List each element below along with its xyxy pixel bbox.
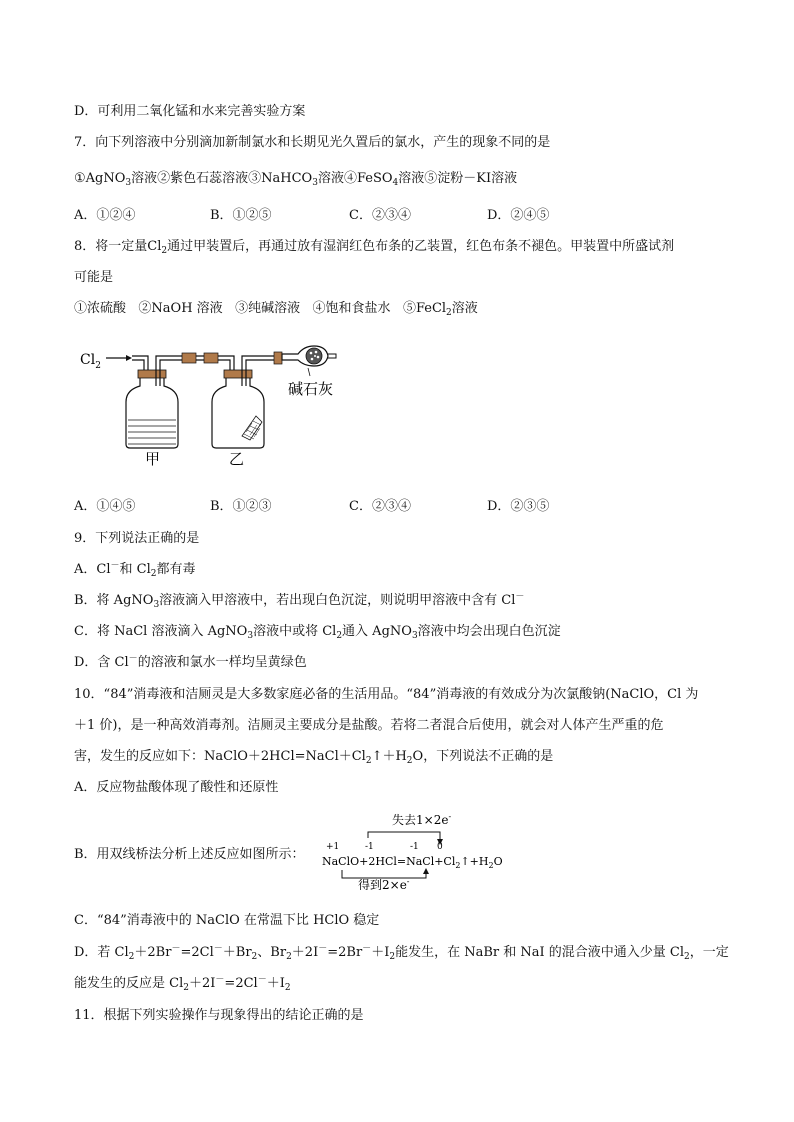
q8-option-b: B．①②③ <box>210 499 272 514</box>
soda-lime-label: 碱石灰 <box>288 380 334 398</box>
bridge-bottom-line <box>342 870 426 878</box>
q8-stem-cont: 可能是 <box>74 270 114 285</box>
q9-option-d: D．含 Cl－的溶液和氯水一样均呈黄绿色 <box>74 654 307 670</box>
q8-apparatus-figure <box>74 340 374 470</box>
inlet-arrowhead <box>126 355 132 361</box>
stopper-jia <box>138 370 166 378</box>
q8-reagents: ①浓硫酸 ②NaOH 溶液 ③纯碱溶液 ④饱和食盐水 ⑤FeCl$_2$溶液 <box>74 301 478 318</box>
bridge-top-line <box>368 832 440 841</box>
q8-option-a: A．①④⑤ <box>74 499 136 514</box>
q10-stem-2: ＋1 价)，是一种高效消毒剂。洁厕灵主要成分是盐酸。若将二者混合后使用，就会对人体产生严重的危 <box>74 718 664 733</box>
bottle-jia <box>126 374 178 448</box>
q9-option-a: A．Cl－和 $Cl_2$都有毒 <box>74 561 196 579</box>
bridge-bottom-label: 得到2×e- <box>358 877 410 890</box>
q10-option-c: C．“84”消毒液中的 NaClO 在常温下比 HClO 稳定 <box>74 913 380 928</box>
double-bridge-diagram <box>322 810 522 890</box>
stopper-yi <box>224 370 252 378</box>
q7-stem: 7．向下列溶液中分别滴加新制氯水和长期见光久置后的氯水，产生的现象不同的是 <box>74 135 551 150</box>
bridge-equation: $NaClO+2HCl=NaCl+Cl_2↑+H_2O$ <box>322 855 503 870</box>
cl2-inlet-label: $Cl_2$ <box>80 352 101 371</box>
valence-na: +1 <box>326 842 340 852</box>
q11-stem: 11．根据下列实验操作与现象得出的结论正确的是 <box>74 1008 364 1023</box>
q10-option-a: A．反应物盐酸体现了酸性和还原性 <box>74 780 279 795</box>
q7-option-d: D．②④⑤ <box>487 208 550 223</box>
q7-option-b: B．①②⑤ <box>210 208 272 223</box>
q10-option-d-cont: 能发生的反应是 $Cl_2+2I^-=2Cl^-+I_2$ <box>74 975 291 993</box>
valence-cl2: 0 <box>437 842 443 852</box>
q9-option-c: C．将 NaCl 溶液滴入 AgNO$_3$溶液中或将 $Cl_2$通入 AgNO$_3$溶液中均会出现白色沉淀 <box>74 624 561 641</box>
q10-stem-1: 10．“84”消毒液和洁厕灵是大多数家庭必备的生活用品。“84”消毒液的有效成分为次氯酸钠(NaClO，Cl 为 <box>74 687 699 702</box>
valence-hcl: -1 <box>365 842 374 852</box>
q8-option-d: D．②③⑤ <box>487 499 550 514</box>
q10-stem-3: 害，发生的反应如下：$NaClO+2HCl=NaCl+Cl_2↑+H_2O$，下列说法不正确的是 <box>74 749 554 766</box>
bottle-yi <box>212 374 264 448</box>
q7-option-a: A．①②④ <box>74 208 136 223</box>
q7-option-c: C．②③④ <box>349 208 411 223</box>
q7-solutions: ①AgNO$_3$溶液②紫色石蕊溶液③NaHCO$_3$溶液④FeSO$_4$溶液⑤淀粉－KI溶液 <box>74 171 518 188</box>
q8-option-c: C．②③④ <box>349 499 411 514</box>
q6-option-d: D．可利用二氧化锰和水来完善实验方案 <box>74 104 306 119</box>
q9-stem: 9．下列说法正确的是 <box>74 531 200 546</box>
label-jia: 甲 <box>145 450 161 468</box>
q10-option-b: B．用双线桥法分析上述反应如图所示： <box>74 847 305 862</box>
q10-option-d: D．若 $Cl_2+2Br^-=2Cl^-+Br_2$、$Br_2+2I^-=2Br^-+I_2$能发生，在 NaBr 和 NaI 的混合液中通入少量 $Cl_2$，一定 <box>74 944 729 962</box>
bridge-top-label: 失去1×2e- <box>392 812 452 827</box>
valence-nacl: -1 <box>410 842 419 852</box>
q9-option-b: B．将 AgNO$_3$溶液滴入甲溶液中，若出现白色沉淀，则说明甲溶液中含有 Cl－ <box>74 592 525 610</box>
q8-stem: 8．将一定量$Cl_2$通过甲装置后，再通过放有湿润红色布条的乙装置，红色布条不褪色。甲装置中所盛试剂 <box>74 239 675 256</box>
label-yi: 乙 <box>229 450 245 468</box>
